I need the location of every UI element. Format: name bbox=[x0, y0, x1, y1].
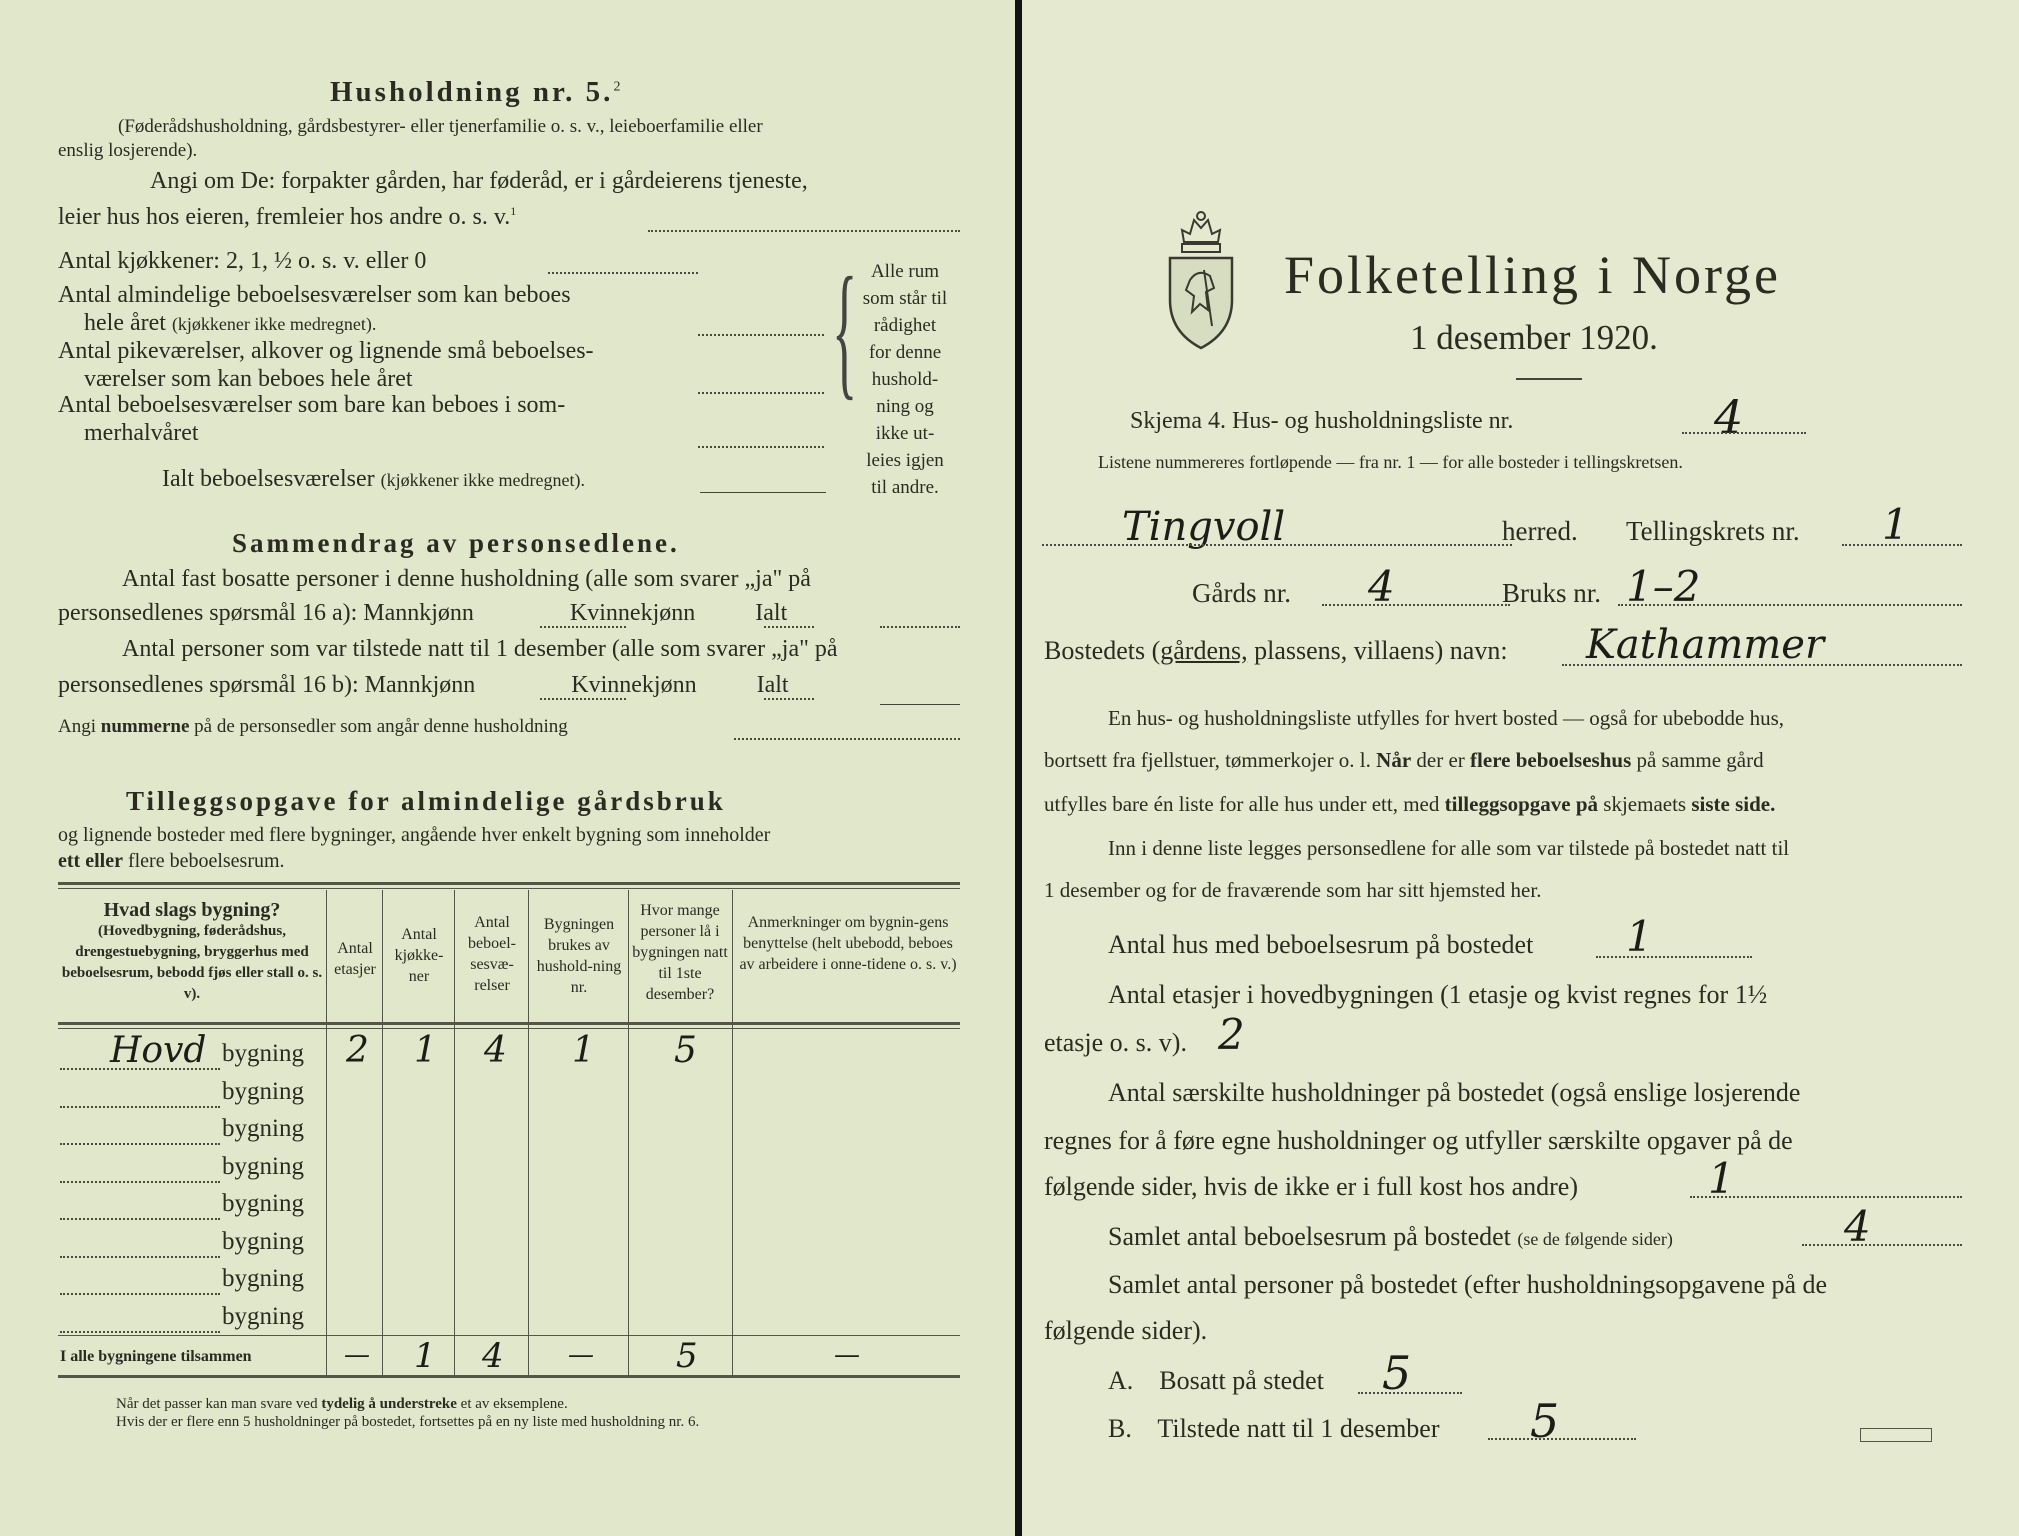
pike-label-2: værelser som kan beboes hele året bbox=[84, 366, 413, 392]
row-bygning-label: bygning bbox=[222, 1115, 304, 1142]
q-b-line bbox=[1488, 1438, 1636, 1440]
row-bygning-label: bygning bbox=[222, 1152, 304, 1180]
row-name-line[interactable] bbox=[60, 1143, 220, 1145]
bosted-line bbox=[1562, 664, 1962, 666]
kjokkener-label: Antal kjøkkener: 2, 1, ½ o. s. v. eller 0 bbox=[58, 248, 427, 274]
bosted-label: Bostedets (gårdens, plassens, villaens) navn: bbox=[1044, 636, 1508, 665]
q-rum-line bbox=[1802, 1244, 1962, 1246]
q-a-label: A. Bosatt på stedet bbox=[1108, 1366, 1324, 1395]
row-name-line[interactable] bbox=[60, 1106, 220, 1108]
q-pers-label: Samlet antal personer på bostedet (efter husholdningsopgavene på de bbox=[1108, 1270, 1828, 1299]
row-name-line[interactable] bbox=[60, 1256, 220, 1258]
skjema-label: Skjema 4. Hus- og husholdningsliste nr. bbox=[1130, 408, 1514, 434]
para-1: En hus- og husholdningsliste utfylles for hvert bosted — også for ubebodde hus, bbox=[1108, 706, 1784, 730]
q-rum-label: Samlet antal beboelsesrum på bostedet (se de følgende sider) bbox=[1108, 1222, 1673, 1251]
row-cell-personer[interactable]: 5 bbox=[674, 1030, 697, 1071]
footnote-2: Hvis der er flere enn 5 husholdninger på bostedet, fortsettes på en ny liste med husholdning nr. 6. bbox=[116, 1414, 700, 1430]
fast-mann-line[interactable] bbox=[540, 626, 626, 628]
brace: { bbox=[832, 247, 858, 413]
row-cell-husholdning[interactable]: 1 bbox=[572, 1030, 595, 1071]
para-1-3: utfylles bare én liste for alle hus under ett, med tilleggsopgave på skjemaets siste side. bbox=[1044, 792, 1776, 816]
sammendrag-text-2: personsedlenes spørsmål 16 a): Mannkjønn Kvinnekjønn Ialt bbox=[58, 600, 788, 626]
table-bottom-rule bbox=[58, 1375, 960, 1378]
row-bygning-label: bygning bbox=[222, 1265, 304, 1292]
q-hush-line bbox=[1690, 1196, 1962, 1198]
sammendrag-text-4: personsedlenes spørsmål 16 b): Mannkjønn Kvinnekjønn Ialt bbox=[58, 672, 789, 698]
row-name-line[interactable] bbox=[60, 1331, 220, 1333]
alm-label-2: hele året (kjøkkener ikke medregnet). bbox=[84, 310, 377, 336]
footnote: Når det passer kan man svare ved tydelig å understreke et av eksemplene. bbox=[116, 1396, 568, 1412]
sammendrag-text-3: Antal personer som var tilstede natt til 1 desember (alle som svarer „ja" på bbox=[122, 636, 838, 662]
angi-text-2: leier hus hos eieren, fremleier hos andre o. s. v.$^1$ bbox=[58, 204, 517, 230]
q-b-value[interactable]: 5 bbox=[1530, 1394, 1560, 1448]
title-divider bbox=[1516, 378, 1582, 380]
total-husholdning: — bbox=[568, 1340, 594, 1370]
col-header-vaerelser: Antal beboel-sesvæ-relser bbox=[468, 914, 516, 994]
household-title: Husholdning nr. 5.$^2$ bbox=[330, 76, 621, 108]
brace-note: Alle rum som står til rådighet for denne hushold- ning og ikke ut- leies igjen til andre. bbox=[862, 261, 948, 498]
gards-value[interactable]: 4 bbox=[1368, 562, 1395, 611]
col-divider bbox=[628, 890, 629, 1375]
right-page bbox=[1022, 0, 2019, 1536]
angi-nummerne: Angi nummerne på de personsedler som angår denne husholdning bbox=[58, 716, 568, 737]
sommer-label-2: merhalvåret bbox=[84, 420, 199, 446]
herred-line bbox=[1042, 544, 1512, 546]
bruks-value[interactable]: 1–2 bbox=[1626, 562, 1701, 611]
row-name-line[interactable] bbox=[60, 1293, 220, 1295]
ialt-label: Ialt beboelsesværelser (kjøkkener ikke medregnet). bbox=[162, 466, 586, 492]
pike-line[interactable] bbox=[698, 392, 824, 394]
q-hush-label: Antal særskilte husholdninger på bostedet (også enslige losjerende bbox=[1108, 1078, 1801, 1107]
q-hus-value[interactable]: 1 bbox=[1626, 912, 1653, 961]
q-hush-label-3: følgende sider, hvis de ikke er i full kost hos andre) bbox=[1044, 1172, 1578, 1201]
tellingskrets-line bbox=[1842, 544, 1962, 546]
col-header-husholdning: Bygningen brukes av hushold-ning nr. bbox=[536, 916, 622, 996]
q-etasjer-label: Antal etasjer i hovedbygningen (1 etasje og kvist regnes for 1½ bbox=[1108, 980, 1768, 1009]
tillegg-text: og lignende bosteder med flere bygninger, angående hver enkelt bygning som inneholder bbox=[58, 824, 771, 846]
alm-line[interactable] bbox=[698, 334, 824, 336]
total-personer: 5 bbox=[676, 1336, 698, 1376]
col-header-kjokkener: Antal kjøkke-ner bbox=[394, 926, 444, 985]
row-cell-kjokkener[interactable]: 1 bbox=[414, 1030, 437, 1071]
bruks-line bbox=[1618, 604, 1962, 606]
table-total-rule bbox=[58, 1335, 960, 1336]
herred-label: herred. bbox=[1502, 516, 1578, 546]
q-pers-label-2: følgende sider). bbox=[1044, 1316, 1208, 1345]
sommer-line[interactable] bbox=[698, 446, 824, 448]
total-anm: — bbox=[834, 1340, 860, 1370]
pike-label: Antal pikeværelser, alkover og lignende små beboelses- bbox=[58, 338, 594, 364]
fast-ialt-line[interactable] bbox=[880, 626, 960, 628]
q-b-label: B. Tilstede natt til 1 desember bbox=[1108, 1414, 1440, 1443]
tellingskrets-label: Tellingskrets nr. bbox=[1626, 516, 1800, 546]
col-header-etasjer: Antal etasjer bbox=[334, 940, 376, 978]
total-vaerelser: 4 bbox=[482, 1336, 504, 1376]
sammendrag-title: Sammendrag av personsedlene. bbox=[232, 528, 680, 558]
sommer-label: Antal beboelsesværelser som bare kan beboes i som- bbox=[58, 392, 566, 418]
census-title: Folketelling i Norge bbox=[1284, 245, 1781, 305]
printer-stamp bbox=[1860, 1428, 1932, 1442]
alm-label: Antal almindelige beboelsesværelser som kan beboes bbox=[58, 282, 571, 308]
para-2-2: 1 desember og for de fraværende som har sitt hjemsted her. bbox=[1044, 878, 1542, 902]
row-building-name[interactable]: Hovd bbox=[110, 1030, 207, 1071]
col-divider bbox=[454, 890, 455, 1375]
herred-value[interactable]: Tingvoll bbox=[1122, 504, 1286, 550]
q-rum-value[interactable]: 4 bbox=[1844, 1202, 1871, 1251]
coat-of-arms-icon bbox=[1160, 208, 1242, 352]
col-divider bbox=[382, 890, 383, 1375]
angi-answer-line[interactable] bbox=[648, 230, 960, 232]
row-bygning-label: bygning bbox=[222, 1190, 304, 1217]
tilstede-ialt-line[interactable] bbox=[880, 704, 960, 705]
total-etasjer: — bbox=[344, 1340, 370, 1370]
bruks-label: Bruks nr. bbox=[1502, 578, 1602, 608]
q-hus-label: Antal hus med beboelsesrum på bostedet bbox=[1108, 930, 1534, 959]
row-bygning-label: bygning bbox=[222, 1302, 304, 1330]
skjema-nr[interactable]: 4 bbox=[1714, 390, 1744, 444]
q-a-line bbox=[1358, 1392, 1462, 1394]
col-header-personer: Hvor mange personer lå i bygningen natt til 1ste desember? bbox=[632, 902, 728, 1003]
row-bygning-label: bygning bbox=[222, 1077, 304, 1105]
table-top-rule-2 bbox=[58, 888, 960, 889]
tilstede-mann-line[interactable] bbox=[540, 698, 626, 700]
para-2: Inn i denne liste legges personsedlene for alle som var tilstede på bostedet natt til bbox=[1108, 836, 1790, 860]
table-head-rule bbox=[58, 1022, 960, 1025]
gards-label: Gårds nr. bbox=[1192, 578, 1291, 608]
ialt-line[interactable] bbox=[700, 492, 826, 493]
col-divider bbox=[528, 890, 529, 1375]
household-note: (Føderådshusholdning, gårdsbestyrer- eller tjenerfamilie o. s. v., leieboerfamilie eller bbox=[118, 116, 763, 137]
row-bygning-label: bygning bbox=[222, 1040, 304, 1067]
col-divider bbox=[326, 890, 327, 1375]
tillegg-title: Tilleggsopgave for almindelige gårdsbruk bbox=[126, 786, 726, 816]
skjema-nr-line bbox=[1682, 432, 1806, 434]
col-divider bbox=[732, 890, 733, 1375]
kjokkener-line[interactable] bbox=[548, 272, 698, 274]
q-etasjer-label-2: etasje o. s. v). bbox=[1044, 1028, 1187, 1057]
col-header-building: Hvad slags bygning? (Hovedbygning, føderådshus, drengestuebygning, bryggerhus med beboelsesrum, bebodd fjøs eller stall o. s. v). bbox=[61, 899, 323, 1002]
q-hush-label-2: regnes for å føre egne husholdninger og utfyller særskilte opgaver på de bbox=[1044, 1126, 1793, 1155]
row-name-line[interactable] bbox=[60, 1181, 220, 1183]
row-cell-vaerelser[interactable]: 4 bbox=[484, 1030, 507, 1071]
row-bygning-label: bygning bbox=[222, 1227, 304, 1255]
gards-line bbox=[1322, 604, 1510, 606]
q-etasjer-value[interactable]: 2 bbox=[1218, 1010, 1245, 1059]
q-hus-line bbox=[1596, 956, 1752, 958]
listene-note: Listene nummereres fortløpende — fra nr. 1 — for alle bosteder i tellingskretsen. bbox=[1098, 452, 1683, 472]
total-label: I alle bygningene tilsammen bbox=[60, 1348, 252, 1365]
table-head-rule-2 bbox=[58, 1028, 960, 1029]
total-kjokkener: 1 bbox=[414, 1336, 436, 1376]
census-date: 1 desember 1920. bbox=[1410, 318, 1658, 357]
angi-nummerne-line[interactable] bbox=[734, 738, 960, 740]
bosted-value[interactable]: Kathammer bbox=[1586, 622, 1825, 668]
sammendrag-text: Antal fast bosatte personer i denne husholdning (alle som svarer „ja" på bbox=[122, 566, 811, 592]
para-1-2: bortsett fra fjellstuer, tømmerkojer o. l. Når der er flere beboelseshus på samme gård bbox=[1044, 748, 1764, 772]
household-note-2: enslig losjerende). bbox=[58, 140, 198, 161]
row-name-line[interactable] bbox=[60, 1218, 220, 1220]
angi-text: Angi om De: forpakter gården, har føderåd, er i gårdeierens tjeneste, bbox=[150, 168, 808, 194]
tellingskrets-value[interactable]: 1 bbox=[1882, 500, 1909, 549]
q-a-value[interactable]: 5 bbox=[1382, 1346, 1412, 1400]
tilstede-kvinne-line[interactable] bbox=[764, 698, 814, 700]
row-cell-etasjer[interactable]: 2 bbox=[346, 1030, 369, 1071]
tillegg-text-2: ett eller flere beboelsesrum. bbox=[58, 850, 285, 872]
table-top-rule bbox=[58, 882, 960, 885]
col-header-anm: Anmerkninger om bygnin-gens benyttelse (helt ubebodd, beboes av arbeidere i onne-tidene o. s. v.) bbox=[739, 914, 957, 973]
fast-kvinne-line[interactable] bbox=[764, 626, 814, 628]
q-hush-value[interactable]: 1 bbox=[1708, 1154, 1735, 1203]
